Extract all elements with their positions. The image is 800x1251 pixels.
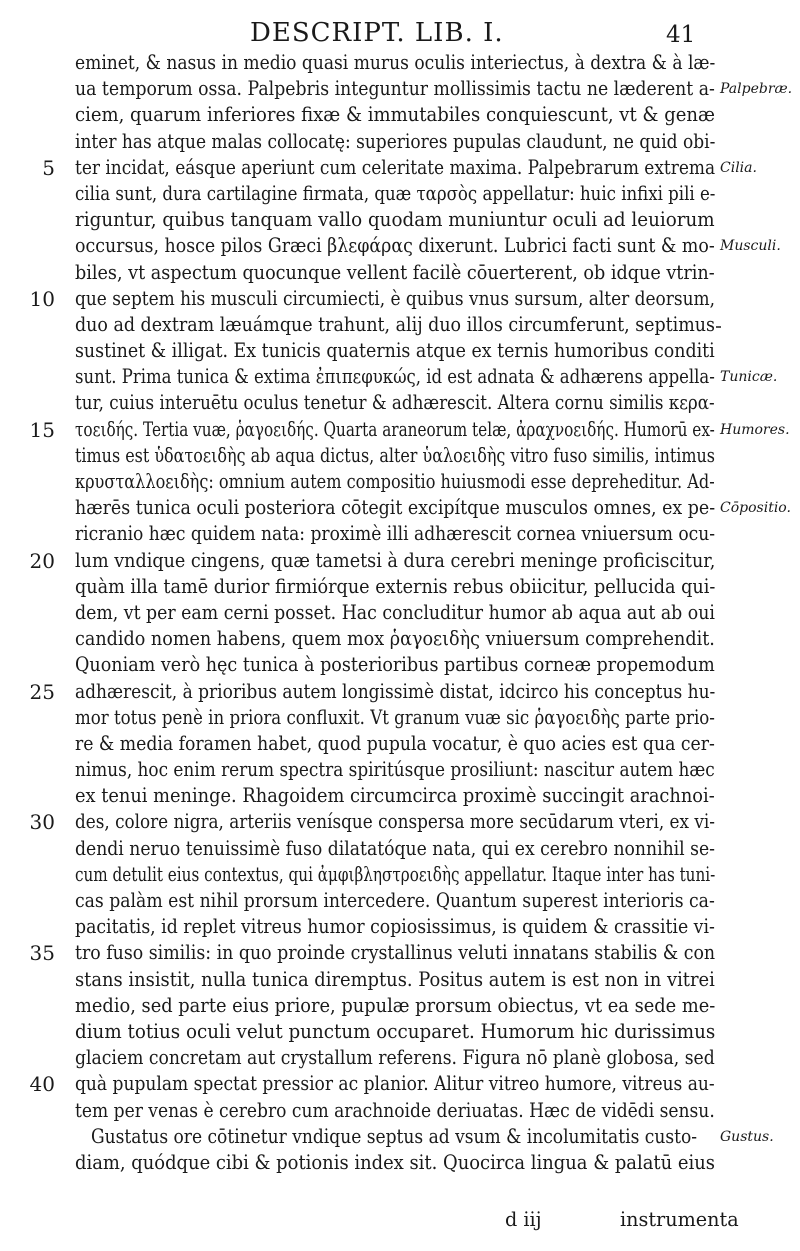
line-number: 40 — [29, 1072, 55, 1097]
text-line — [29, 679, 716, 705]
line-text: candido nomen habens, quem mox ῥαγοειδὴς vniuersum comprehendit. — [75, 627, 715, 651]
line-text: sustinet & illigat. Ex tunicis quaternis atque ex ternis humoribus conditi — [75, 339, 715, 363]
line-text: duo ad dextram læuámque trahunt, alij duo illos circumferunt, septimus — [75, 312, 715, 336]
line-text: que septem his musculi circumiecti, è quibus vnus sursum, alter deorsum, — [75, 286, 715, 310]
text-line — [75, 233, 715, 259]
text-line — [29, 286, 715, 312]
line-number: 5 — [42, 155, 55, 180]
line-number: 35 — [29, 941, 55, 966]
text-line — [75, 836, 715, 862]
line-text: inter has atque malas collocatę: superiores pupulas claudunt, ne quid obi- — [75, 129, 716, 153]
line-text: tro fuso similis: in quo proinde crystallinus veluti innatans stabilis & con — [75, 941, 716, 965]
text-line — [29, 809, 715, 835]
marginal-note: Palpebræ. — [720, 81, 793, 98]
line-text: quàm illa tamē durior firmiórque externis rebus obiicitur, pellucida qui- — [75, 574, 716, 598]
line-text: dem, vt per eam cerni posset. Hac concluditur humor ab aqua aut ab oui — [75, 600, 715, 624]
text-line — [75, 102, 715, 128]
text-line — [75, 600, 715, 626]
line-text: riguntur, quibus tanquam vallo quodam muniuntur oculi ad leuiorum — [75, 208, 715, 232]
line-number: 15 — [29, 417, 55, 442]
text-line — [75, 521, 715, 547]
text-line — [75, 495, 715, 521]
line-text: quà pupulam spectat pressior ac planior. Alitur vitreo humore, vitreus au- — [75, 1072, 715, 1096]
text-line — [29, 417, 715, 443]
text-line — [29, 1071, 715, 1097]
line-number: 30 — [29, 810, 55, 835]
text-line — [75, 705, 715, 731]
line-text: stans insistit, nulla tunica diremptus. Positus autem is est non in vitrei — [75, 967, 715, 991]
line-text: tem per venas è cerebro cum arachnoide deriuatas. Hæc de vidēdi sensu. — [75, 1098, 715, 1122]
page-footer — [75, 1207, 739, 1233]
text-line — [75, 652, 715, 678]
marginal-note: Gustus. — [720, 1129, 774, 1146]
line-text: occursus, hosce pilos Græci βλεφάρας dixerunt. Lubrici facti sunt & mo- — [75, 234, 715, 258]
line-text: hærēs tunica oculi posteriora cōtegit excipítque musculos omnes, ex pe- — [75, 496, 716, 520]
line-text: ex tenui meninge. Rhagoidem circumcirca proximè succingit arachnoi- — [75, 784, 715, 808]
marginal-note: Musculi. — [720, 238, 781, 255]
text-line — [75, 390, 715, 416]
line-number: 25 — [29, 679, 55, 704]
line-number: 10 — [29, 286, 55, 311]
margin-dash-mark — [716, 326, 721, 328]
line-text: Gustatus ore cōtinetur vndique septus ad vsum & incolumitatis custo- — [91, 1124, 698, 1148]
text-line — [75, 1098, 715, 1124]
line-text: dium totius oculi velut punctum occuparet. Humorum hic durissimus — [75, 1019, 716, 1043]
text-line — [75, 1045, 715, 1071]
text-line — [75, 757, 715, 783]
line-text: ciem, quarum inferiores fixæ & immutabiles conquiescunt, vt & genæ — [75, 103, 715, 127]
text-line — [75, 76, 715, 102]
text-line — [75, 338, 715, 364]
text-line — [75, 862, 715, 888]
line-text: ua temporum ossa. Palpebris integuntur mollissimis tactu ne læderent a- — [75, 77, 715, 101]
line-text: τοειδής. Tertia vuæ, ῥαγοειδής. Quarta araneorum telæ, ἀραχνοειδής. Humorū ex- — [75, 417, 715, 441]
running-head: DESCRIPT. LIB. I. — [250, 18, 504, 48]
line-text: lum vndique cingens, quæ tametsi à dura cerebri meninge proficiscitur, — [75, 548, 716, 572]
line-text: dendi neruo tenuissimè fuso dilatatóque nata, qui ex cerebro nonnihil se- — [75, 836, 715, 860]
line-text: cas palàm est nihil prorsum intercedere. Quantum superest interioris ca- — [75, 889, 715, 912]
marginal-note: Cōpositio. — [720, 500, 791, 517]
line-text: sunt. Prima tunica & extima ἐπιπεφυκώς, id est adnata & adhærens appella- — [75, 365, 715, 389]
line-text: cilia sunt, dura cartilagine firmata, quæ ταρσὸς appellatur: huic infixi pili e- — [75, 181, 716, 205]
marginal-note: Tunicæ. — [720, 369, 778, 386]
line-text: ricranio hæc quidem nata: proximè illi adhærescit cornea vniuersum ocu- — [75, 522, 716, 546]
line-text: tur, cuius interuētu oculus tenetur & adhærescit. Altera cornu similis κερα- — [75, 391, 715, 415]
text-line — [75, 129, 715, 155]
line-text: ter incidat, eásque aperiunt cum celeritate maxima. Palpebrarum extrema — [75, 155, 716, 179]
text-line — [75, 181, 715, 207]
text-line — [75, 574, 715, 600]
text-line — [75, 626, 715, 652]
text-line — [75, 783, 715, 809]
text-line — [29, 940, 716, 966]
text-line — [75, 312, 715, 338]
line-text: pacitatis, id replet vitreus humor copiosissimus, is quidem & crassitie vi- — [75, 915, 715, 939]
line-text: adhærescit, à prioribus autem longissimè distat, idcirco his conceptus hu- — [75, 679, 716, 703]
text-line — [75, 1150, 715, 1176]
line-text: cum detulit eius contextus, qui ἀμφιβληστροειδὴς appellatur. Itaque inter has tuni- — [75, 862, 716, 886]
text-line — [75, 364, 715, 390]
text-line — [75, 260, 715, 286]
text-line — [75, 914, 715, 940]
text-line — [75, 443, 715, 469]
line-text: medio, sed parte eius priore, pupulæ prorsum obiectus, vt ea sede me- — [75, 993, 716, 1017]
text-line — [42, 155, 716, 181]
line-text: biles, vt aspectum quocunque vellent facilè cōuerterent, ob idque vtrin- — [75, 260, 715, 284]
line-text: glaciem concretam aut crystallum referens. Figura nō planè globosa, sed — [75, 1046, 715, 1070]
line-text: κρυσταλλοειδὴς: omnium autem compositio huiusmodi esse depreheditur. Ad- — [75, 470, 715, 493]
signature-mark: d iij — [505, 1208, 542, 1231]
page-number: 41 — [666, 22, 696, 48]
marginal-note: Cilia. — [720, 159, 757, 176]
main-text-block — [29, 50, 716, 1176]
line-text: timus est ὑδατοειδὴς ab aqua dictus, alter ὑαλοειδὴς vitro fuso similis, intimus — [75, 443, 715, 467]
catchword: instrumenta — [620, 1208, 739, 1231]
text-line — [75, 207, 715, 233]
text-line — [75, 967, 715, 993]
text-line — [75, 888, 715, 914]
line-text: eminet, & nasus in medio quasi murus oculis interiectus, à dextra & à læ- — [75, 51, 716, 74]
text-line — [75, 469, 715, 495]
line-text: mor totus penè in priora confluxit. Vt granum vuæ sic ῥαγοειδὴς parte prio- — [75, 705, 715, 729]
text-line — [75, 1019, 715, 1045]
line-text: Quoniam verò hęc tunica à posterioribus partibus corneæ propemodum — [75, 653, 715, 677]
text-line — [29, 548, 716, 574]
line-text: diam, quódque cibi & potionis index sit. Quocirca lingua & palatū eius — [75, 1150, 715, 1174]
line-text: re & media foramen habet, quod pupula vocatur, è quo acies est qua cer- — [75, 731, 715, 755]
text-line — [75, 50, 715, 76]
text-line — [75, 1124, 715, 1150]
line-text: nimus, hoc enim rerum spectra spiritúsque prosiliunt: nascitur autem hæc — [75, 758, 715, 782]
text-line — [75, 993, 715, 1019]
text-line — [75, 731, 715, 757]
line-text: des, colore nigra, arteriis venísque conspersa more secūdarum vteri, ex vi- — [75, 810, 715, 834]
line-number: 20 — [29, 548, 55, 573]
marginal-note: Humores. — [720, 421, 790, 438]
